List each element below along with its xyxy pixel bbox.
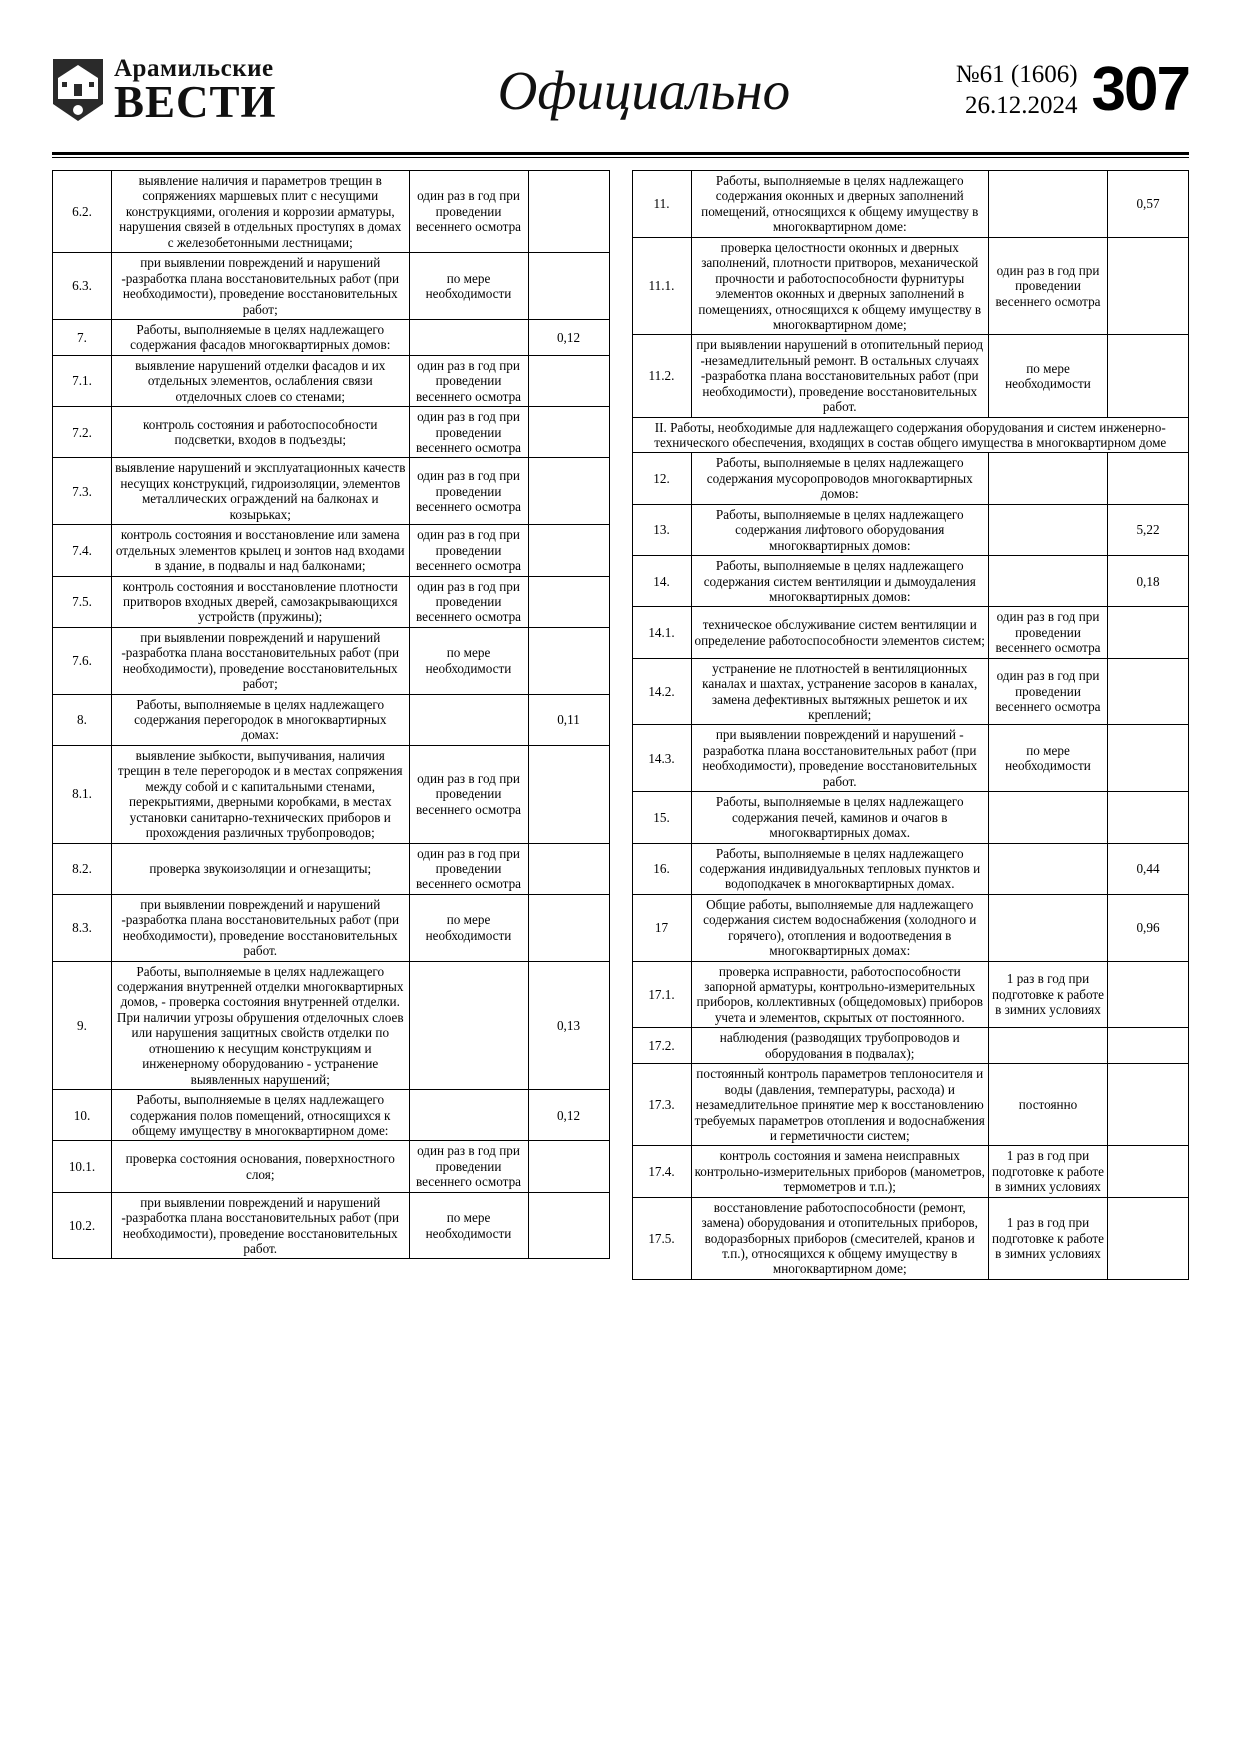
row-frequency: один раз в год при проведении весеннего осмотра — [409, 525, 528, 576]
row-description: постоянный контроль параметров теплоносителя и воды (давления, температуры, расхода) и незамедлительное принятие мер к восстановлению требуемых параметров отопления и водоснабжения и герметичности систем; — [691, 1064, 989, 1146]
row-number: 7. — [53, 319, 112, 355]
row-tariff-value — [1108, 453, 1189, 504]
row-tariff-value: 0,18 — [1108, 556, 1189, 607]
row-tariff-value — [528, 253, 609, 320]
row-frequency: 1 раз в год при подготовке к работе в зимних условиях — [989, 1197, 1108, 1279]
table-row — [53, 627, 610, 694]
row-tariff-value: 0,44 — [1108, 843, 1189, 894]
page-title: Официально — [497, 59, 791, 121]
row-number: 6.2. — [53, 171, 112, 253]
row-number: 11.2. — [632, 335, 691, 417]
row-frequency: один раз в год при проведении весеннего осмотра — [409, 745, 528, 843]
table-row — [53, 1090, 610, 1141]
row-number: 10.2. — [53, 1192, 112, 1259]
row-tariff-value — [1108, 725, 1189, 792]
table-row — [53, 843, 610, 894]
row-tariff-value: 0,13 — [528, 961, 609, 1090]
row-number: 11.1. — [632, 237, 691, 335]
row-description: проверка состояния основания, поверхностного слоя; — [112, 1141, 410, 1192]
row-number: 17 — [632, 894, 691, 961]
table-row — [53, 171, 610, 253]
row-frequency: постоянно — [989, 1064, 1108, 1146]
row-frequency: по мере необходимости — [409, 894, 528, 961]
row-description: Работы, выполняемые в целях надлежащего содержания полов помещений, относящихся к общему имуществу в многоквартирном доме: — [112, 1090, 410, 1141]
table-section-row — [632, 417, 1189, 453]
row-number: 16. — [632, 843, 691, 894]
row-frequency — [989, 556, 1108, 607]
row-tariff-value: 5,22 — [1108, 504, 1189, 555]
table-row — [632, 1197, 1189, 1279]
left-column — [52, 170, 610, 1259]
row-description: при выявлении повреждений и нарушений -разработка плана восстановительных работ (при необходимости), проведение восстановительных работ. — [112, 1192, 410, 1259]
row-number: 14.3. — [632, 725, 691, 792]
row-frequency: 1 раз в год при подготовке к работе в зимних условиях — [989, 1146, 1108, 1197]
row-description: техническое обслуживание систем вентиляции и определение работоспособности элементов систем; — [691, 607, 989, 658]
row-tariff-value — [528, 407, 609, 458]
table-row — [53, 1141, 610, 1192]
row-number: 8.2. — [53, 843, 112, 894]
masthead-rule-thick — [52, 152, 1189, 155]
row-description: контроль состояния и замена неисправных контрольно-измерительных приборов (манометров, термометров и т.п.); — [691, 1146, 989, 1197]
table-row — [632, 658, 1189, 725]
row-tariff-value: 0,11 — [528, 694, 609, 745]
row-frequency: 1 раз в год при подготовке к работе в зимних условиях — [989, 961, 1108, 1028]
row-description: при выявлении нарушений в отопительный период -незамедлительный ремонт. В остальных случаях -разработка плана восстановительных работ (при необходимости), проведение восстановительных работ. — [691, 335, 989, 417]
row-tariff-value — [528, 843, 609, 894]
masthead-rule-thin — [52, 157, 1189, 158]
table-row — [53, 355, 610, 406]
table-row — [53, 253, 610, 320]
row-frequency — [989, 792, 1108, 843]
table-row — [53, 407, 610, 458]
row-frequency: один раз в год при проведении весеннего осмотра — [409, 576, 528, 627]
row-frequency: один раз в год при проведении весеннего осмотра — [409, 171, 528, 253]
row-description: контроль состояния и работоспособности подсветки, входов в подъезды; — [112, 407, 410, 458]
table-row — [53, 458, 610, 525]
row-tariff-value: 0,57 — [1108, 171, 1189, 238]
table-row — [53, 894, 610, 961]
table-row — [53, 961, 610, 1090]
row-number: 7.1. — [53, 355, 112, 406]
table-row — [632, 556, 1189, 607]
row-tariff-value — [1108, 1028, 1189, 1064]
row-number: 6.3. — [53, 253, 112, 320]
row-description: при выявлении повреждений и нарушений -разработка плана восстановительных работ (при необходимости), проведение восстановительных работ; — [112, 627, 410, 694]
table-row — [53, 525, 610, 576]
row-tariff-value — [528, 745, 609, 843]
row-tariff-value — [1108, 607, 1189, 658]
issue-number: №61 (1606) — [955, 60, 1078, 88]
row-description: Работы, выполняемые в целях надлежащего содержания перегородок в многоквартирных домах: — [112, 694, 410, 745]
table-row — [632, 335, 1189, 417]
row-frequency — [989, 453, 1108, 504]
issue-date: 26.12.2024 — [965, 92, 1078, 119]
coat-of-arms-icon — [52, 58, 104, 122]
row-number: 10. — [53, 1090, 112, 1141]
row-description: устранение не плотностей в вентиляционных каналах и шахтах, устранение засоров в каналах, замена дефективных вытяжных решеток и их креплений; — [691, 658, 989, 725]
row-frequency — [409, 319, 528, 355]
row-frequency: один раз в год при проведении весеннего осмотра — [409, 458, 528, 525]
row-tariff-value: 0,12 — [528, 1090, 609, 1141]
row-tariff-value: 0,12 — [528, 319, 609, 355]
row-frequency — [409, 694, 528, 745]
issue-info — [956, 59, 1078, 122]
row-frequency: по мере необходимости — [409, 253, 528, 320]
row-tariff-value — [1108, 1197, 1189, 1279]
row-tariff-value — [1108, 335, 1189, 417]
section-heading: II. Работы, необходимые для надлежащего содержания оборудования и систем инженерно-технического обеспечения, входящих в состав общего имущества в многоквартирном доме — [632, 417, 1189, 453]
row-description: Работы, выполняемые в целях надлежащего содержания индивидуальных тепловых пунктов и водоподкачек в многоквартирных домах. — [691, 843, 989, 894]
row-frequency: один раз в год при проведении весеннего осмотра — [409, 407, 528, 458]
table-row — [632, 504, 1189, 555]
row-frequency: по мере необходимости — [989, 725, 1108, 792]
row-number: 17.3. — [632, 1064, 691, 1146]
row-tariff-value — [528, 576, 609, 627]
row-number: 14. — [632, 556, 691, 607]
row-frequency: по мере необходимости — [989, 335, 1108, 417]
table-row — [53, 319, 610, 355]
row-tariff-value — [1108, 1146, 1189, 1197]
row-tariff-value — [1108, 658, 1189, 725]
row-description: проверка целостности оконных и дверных заполнений, плотности притворов, механической прочности и работоспособности фурнитуры элементов оконных и дверных заполнений в помещениях, относящихся к общему имуществу в многоквартирном доме; — [691, 237, 989, 335]
right-column — [632, 170, 1190, 1280]
row-number: 17.1. — [632, 961, 691, 1028]
row-frequency: один раз в год при проведении весеннего осмотра — [989, 237, 1108, 335]
row-number: 14.2. — [632, 658, 691, 725]
row-description: наблюдения (разводящих трубопроводов и оборудования в подвалах); — [691, 1028, 989, 1064]
row-tariff-value — [1108, 1064, 1189, 1146]
row-description: контроль состояния и восстановление плотности притворов входных дверей, самозакрывающихся устройств (пружины); — [112, 576, 410, 627]
table-row — [632, 843, 1189, 894]
row-frequency — [409, 961, 528, 1090]
content-columns — [52, 170, 1189, 1280]
row-tariff-value — [1108, 237, 1189, 335]
row-description: при выявлении повреждений и нарушений - разработка плана восстановительных работ (при необходимости), проведение восстановительных работ. — [691, 725, 989, 792]
row-description: Работы, выполняемые в целях надлежащего содержания систем вентиляции и дымоудаления многоквартирных домов: — [691, 556, 989, 607]
row-number: 15. — [632, 792, 691, 843]
row-description: при выявлении повреждений и нарушений -разработка плана восстановительных работ (при необходимости), проведение восстановительных работ. — [112, 894, 410, 961]
row-number: 12. — [632, 453, 691, 504]
row-number: 17.5. — [632, 1197, 691, 1279]
row-tariff-value — [528, 1141, 609, 1192]
table-row — [632, 1028, 1189, 1064]
row-description: Работы, выполняемые в целях надлежащего содержания печей, каминов и очагов в многоквартирных домах. — [691, 792, 989, 843]
row-frequency: один раз в год при проведении весеннего осмотра — [989, 607, 1108, 658]
row-frequency — [989, 504, 1108, 555]
table-row — [632, 725, 1189, 792]
row-description: Работы, выполняемые в целях надлежащего содержания мусоропроводов многоквартирных домов: — [691, 453, 989, 504]
row-description: Работы, выполняемые в целях надлежащего содержания внутренней отделки многоквартирных домов, - проверка состояния внутренней отделки. При наличии угрозы обрушения отделочных слоев или нарушения защитных свойств отделки по отношению к несущим конструкциям и инженерному оборудованию - устранение выявленных нарушений; — [112, 961, 410, 1090]
table-row — [632, 1064, 1189, 1146]
row-description: Работы, выполняемые в целях надлежащего содержания оконных и дверных заполнений помещений, относящихся к общему имуществу в многоквартирном доме: — [691, 171, 989, 238]
row-tariff-value — [528, 525, 609, 576]
row-frequency — [989, 1028, 1108, 1064]
row-frequency — [989, 171, 1108, 238]
row-number: 8. — [53, 694, 112, 745]
row-frequency: один раз в год при проведении весеннего осмотра — [409, 1141, 528, 1192]
row-frequency — [409, 1090, 528, 1141]
row-tariff-value — [1108, 792, 1189, 843]
row-description: выявление нарушений отделки фасадов и их отдельных элементов, ослабления связи отделочных слоев со стенами; — [112, 355, 410, 406]
table-row — [53, 745, 610, 843]
row-frequency: по мере необходимости — [409, 1192, 528, 1259]
row-description: проверка исправности, работоспособности запорной арматуры, контрольно-измерительных приборов, коллективных (общедомовых) приборов учета и элементов, скрытых от постоянного. — [691, 961, 989, 1028]
table-row — [632, 453, 1189, 504]
row-frequency: один раз в год при проведении весеннего осмотра — [409, 843, 528, 894]
table-row — [632, 607, 1189, 658]
table-row — [632, 1146, 1189, 1197]
row-frequency: по мере необходимости — [409, 627, 528, 694]
row-number: 7.4. — [53, 525, 112, 576]
table-row — [632, 894, 1189, 961]
works-table-right — [632, 170, 1190, 1280]
table-row — [53, 1192, 610, 1259]
row-number: 17.4. — [632, 1146, 691, 1197]
row-frequency — [989, 843, 1108, 894]
table-row — [632, 237, 1189, 335]
row-number: 8.3. — [53, 894, 112, 961]
row-description: проверка звукоизоляции и огнезащиты; — [112, 843, 410, 894]
row-frequency: один раз в год при проведении весеннего осмотра — [989, 658, 1108, 725]
row-description: восстановление работоспособности (ремонт, замена) оборудования и отопительных приборов, водоразборных приборов (смесителей, кранов и т.п.), относящихся к общему имуществу в многоквартирном доме; — [691, 1197, 989, 1279]
row-number: 14.1. — [632, 607, 691, 658]
row-description: выявление нарушений и эксплуатационных качеств несущих конструкций, гидроизоляции, элементов металлических ограждений на балконах и козырьках; — [112, 458, 410, 525]
row-tariff-value — [1108, 961, 1189, 1028]
row-number: 9. — [53, 961, 112, 1090]
row-frequency — [989, 894, 1108, 961]
table-row — [632, 792, 1189, 843]
row-tariff-value: 0,96 — [1108, 894, 1189, 961]
row-description: при выявлении повреждений и нарушений -разработка плана восстановительных работ (при необходимости), проведение восстановительных работ; — [112, 253, 410, 320]
row-number: 10.1. — [53, 1141, 112, 1192]
row-description: Работы, выполняемые в целях надлежащего содержания лифтового оборудования многоквартирных домов: — [691, 504, 989, 555]
row-description: контроль состояния и восстановление или замена отдельных элементов крылец и зонтов над входами в здание, в подвалы и над балконами; — [112, 525, 410, 576]
row-tariff-value — [528, 355, 609, 406]
row-tariff-value — [528, 1192, 609, 1259]
page-number: 307 — [1091, 55, 1189, 124]
row-description: выявление наличия и параметров трещин в сопряжениях маршевых плит с несущими конструкциями, оголения и коррозии арматуры, нарушения связей в отдельных проступях в домах с железобетонными лестницами; — [112, 171, 410, 253]
row-tariff-value — [528, 171, 609, 253]
row-number: 7.2. — [53, 407, 112, 458]
row-frequency: один раз в год при проведении весеннего осмотра — [409, 355, 528, 406]
logo-wordmark — [114, 55, 277, 128]
row-number: 7.5. — [53, 576, 112, 627]
row-number: 8.1. — [53, 745, 112, 843]
table-row — [53, 694, 610, 745]
works-table-left — [52, 170, 610, 1259]
row-number: 7.3. — [53, 458, 112, 525]
row-description: Общие работы, выполняемые для надлежащего содержания систем водоснабжения (холодного и горячего), отопления и водоотведения в многоквартирных домах: — [691, 894, 989, 961]
newspaper-logo — [52, 55, 352, 128]
table-row — [53, 576, 610, 627]
row-description: выявление зыбкости, выпучивания, наличия трещин в теле перегородок и в местах сопряжения между собой и с капитальными стенами, перекрытиями, дверными коробками, в местах установки санитарно-технических приборов и прохождения различных трубопроводов; — [112, 745, 410, 843]
row-description: Работы, выполняемые в целях надлежащего содержания фасадов многоквартирных домов: — [112, 319, 410, 355]
row-number: 11. — [632, 171, 691, 238]
logo-top-line: Арамильские — [114, 55, 274, 83]
table-row — [632, 171, 1189, 238]
row-number: 13. — [632, 504, 691, 555]
row-tariff-value — [528, 627, 609, 694]
row-number: 17.2. — [632, 1028, 691, 1064]
row-number: 7.6. — [53, 627, 112, 694]
row-tariff-value — [528, 894, 609, 961]
masthead — [52, 0, 1189, 146]
row-tariff-value — [528, 458, 609, 525]
table-row — [632, 961, 1189, 1028]
logo-bottom-line: ВЕСТИ — [114, 77, 277, 128]
